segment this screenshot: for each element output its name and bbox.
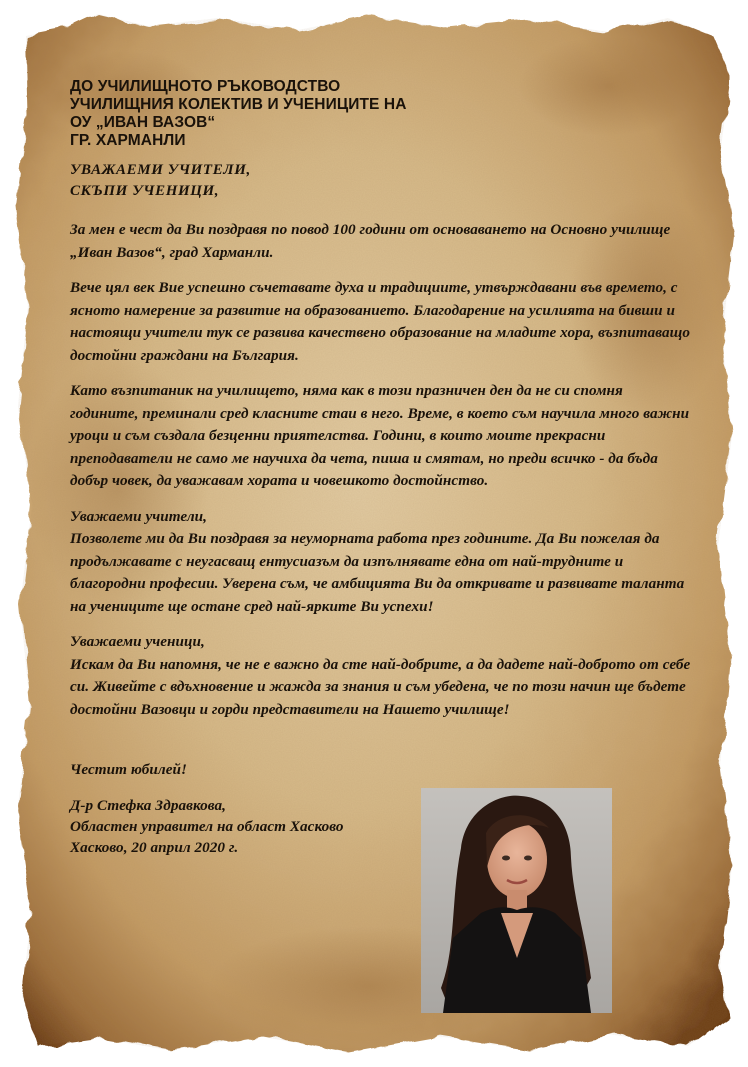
paragraph-students: Искам да Ви напомня, че не е важно да сте най-добрите, а да дадете най-доброто от себе си. Живейте с вдъхновение и жажда за знания и съм убедена, че по този начин ще бъдете достойни Вазовци и горди представители на Нашето училище! xyxy=(70,655,691,718)
letter-heading xyxy=(70,78,695,150)
salutation xyxy=(70,160,695,202)
students-section xyxy=(70,631,695,721)
signature-title: Областен управител на област Хасково xyxy=(70,817,344,835)
paragraph-memories: Като възпитаник на училището, няма как в този празничен ден да не си спомня годините, преминали сред класните стаи в него. Време, в което съм научила много важни уроци и съм създала безценни приятелства. Години, в които моите прекрасни преподаватели не само ме научиха да чета, пиша и смятам, но преди всичко - да бъда добър човек, да уважавам хората и човешкото достойнство. xyxy=(70,382,690,489)
closing-line: Честит юбилей! xyxy=(70,761,188,778)
students-greeting: Уважаеми ученици, xyxy=(70,633,205,650)
portrait-photo xyxy=(421,788,612,1013)
heading-line: УЧИЛИЩНИЯ КОЛЕКТИВ И УЧЕНИЦИТЕ НА xyxy=(70,96,407,113)
teachers-greeting: Уважаеми учители, xyxy=(70,507,208,525)
portrait-icon xyxy=(421,788,612,1013)
heading-line: ГР. ХАРМАНЛИ xyxy=(70,132,186,149)
salutation-line: УВАЖАЕМИ УЧИТЕЛИ, xyxy=(70,162,251,178)
paragraph-teachers: Позволете ми да Ви поздравя за неуморната работа през годините. Да Ви пожелая да продължавате с неугасващ ентусиазъм да изпълнявате една от най-трудните и благородни професии. Уверена съм, че амбицията Ви да откривате и развивате таланта на учениците ще остане сред най-ярките Ви успехи! xyxy=(70,530,685,615)
heading-line: ОУ „ИВАН ВАЗОВ“ xyxy=(70,114,216,131)
paragraph-century: Вече цял век Вие успешно съчетавате духа и традициите, утвърждавани във времето, с ясното намерение за развитие на образованието. Благодарение на усилията на бивши и настоящи учители тук се развива качествено образование на младите хора, възпитаващо достойни граждани на България. xyxy=(70,279,690,364)
teachers-section xyxy=(70,506,695,619)
letter-body xyxy=(70,78,695,858)
paragraph-honor: За мен е чест да Ви поздравя по повод 100 години от основаването на Основно училище „Иван Вазов“, град Харманли. xyxy=(70,221,671,261)
signature-name: Д-р Стефка Здравкова, xyxy=(70,796,226,814)
heading-line: ДО УЧИЛИЩНОТО РЪКОВОДСТВО xyxy=(70,78,341,95)
salutation-line: СКЪПИ УЧЕНИЦИ, xyxy=(70,183,220,199)
signature-place-date: Хасково, 20 април 2020 г. xyxy=(70,838,239,856)
